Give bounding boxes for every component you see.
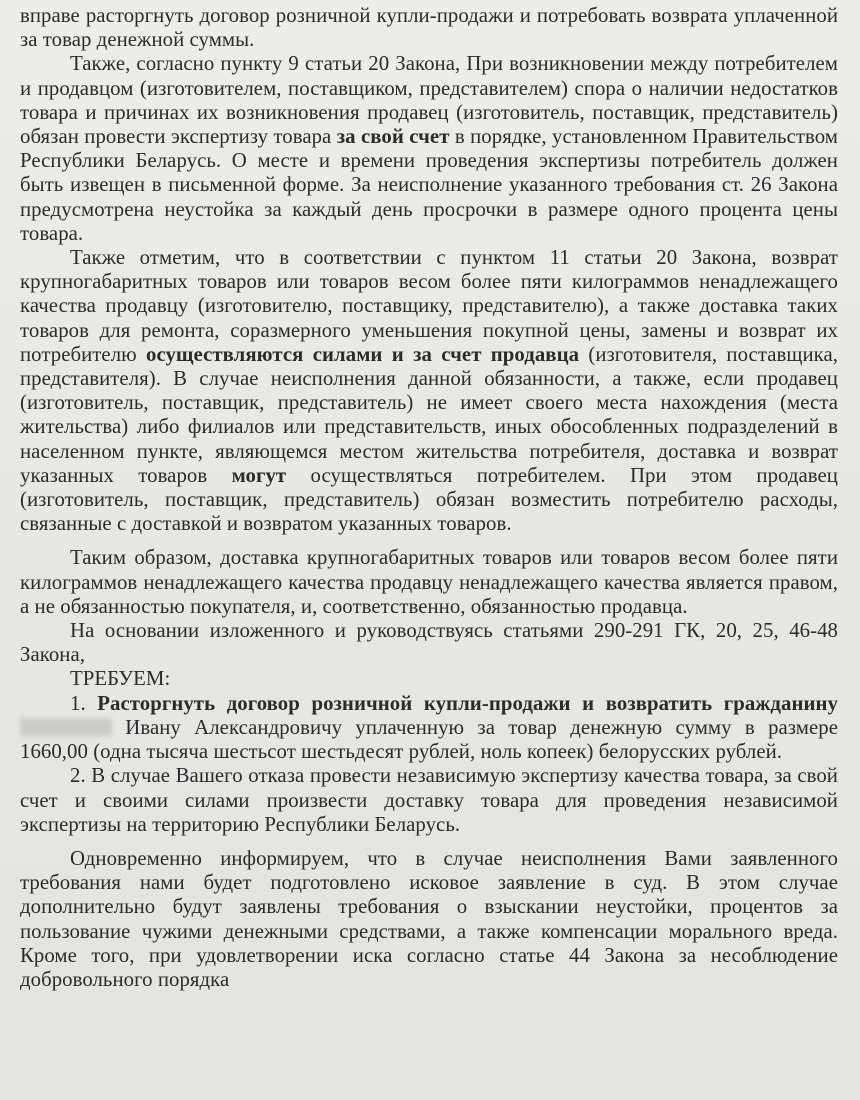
paragraph-demand-2 <box>20 764 838 837</box>
text-run: На основании изложенного и руководствуясь статьями 290-291 ГК, 20, 25, 46-48 Закона, <box>20 619 838 667</box>
paragraph-large-goods <box>20 246 838 536</box>
text-run: в порядке, установленном Правительством Республики Беларусь. О месте и времени проведения экспертизы потребитель должен быть извещен в письменной форме. За неисполнение указанного требования ст. 26 Закона предусмотрена неустойка за каждый день просрочки в размере одного процента цены товара. <box>20 125 838 245</box>
text-run: 2. В случае Вашего отказа провести независимую экспертизу качества товара, за свой счет и своими силами произвести доставку товара для проведения независимой экспертизы на территорию Республики Беларусь. <box>20 764 838 836</box>
paragraph-conclusion <box>20 546 838 619</box>
document-body <box>20 4 838 992</box>
text-run: вправе расторгнуть договор розничной купли-продажи и потребовать возврата уплаченной за товар денежной суммы. <box>20 4 838 52</box>
paragraph-expertise <box>20 52 838 246</box>
text-run: Также, согласно пункту 9 статьи 20 Закона, При возникновении между потребителем и продавцом (изготовителем, поставщиком, представителем) спора о наличии недостатков товара и причинах их возникновения продавец (изготовитель, поставщик, представитель) обязан провести экспертизу товара <box>20 52 838 149</box>
redacted-surname <box>20 718 112 736</box>
bold-text: Расторгнуть договор розничной купли-продажи и возвратить гражданину <box>97 691 838 715</box>
paragraph-notice <box>20 847 838 992</box>
text-run: ТРЕБУЕМ: <box>70 667 171 691</box>
text-run: (изготовителя, поставщика, представителя). В случае неисполнения данной обязанности, а также, если продавец (изготовитель, поставщик, представитель) не имеет своего места нахождения (места жительства) либо филиалов или представительств, иных обособленных подразделений в населенном пункте, являющемся местом жительства потребителя, доставка и возврат указанных товаров <box>20 342 838 487</box>
paragraph-demand-heading <box>20 667 838 691</box>
bold-text: за свой счет <box>336 125 450 149</box>
bold-text: осуществляются силами и за счет продавца <box>146 342 580 366</box>
bold-text: могут <box>231 463 287 487</box>
text-run: Таким образом, доставка крупногабаритных товаров или товаров весом более пяти килограммов ненадлежащего качества продавцу ненадлежащего качества является правом, а не обязанностью покупателя, и, соответственно, обязанностью продавца. <box>20 546 838 618</box>
text-run: осуществляться потребителем. При этом продавец (изготовитель, поставщик, представитель) обязан возместить потребителю расходы, связанные с доставкой и возвратом указанных товаров. <box>20 463 838 536</box>
text-run: Также отметим, что в соответствии с пунктом 11 статьи 20 Закона, возврат крупногабаритных товаров или товаров весом более пяти килограммов ненадлежащего качества продавцу (изготовителю, поставщику, представителю), а также доставка таких товаров для ремонта, соразмерного уменьшения покупной цены, замены и возврат их потребителю <box>20 246 838 366</box>
text-run: Ивану Александровичу уплаченную за товар денежную сумму в размере 1660,00 (одна тысяча шестьсот шестьдесят рублей, ноль копеек) белорусских рублей. <box>20 715 838 764</box>
paragraph-return-right <box>20 4 838 52</box>
text-run: 1. <box>70 691 98 715</box>
paragraph-demand-1 <box>20 692 838 765</box>
paragraph-legal-basis <box>20 619 838 667</box>
text-run: Одновременно информируем, что в случае неисполнения Вами заявленного требования нами будет подготовлено исковое заявление в суд. В этом случае дополнительно будут заявлены требования о взыскании неустойки, процентов за пользование чужими денежными средствами, а также компенсации морального вреда. Кроме того, при удовлетворении иска согласно статье 44 Закона за несоблюдение добровольного порядка <box>20 846 838 991</box>
